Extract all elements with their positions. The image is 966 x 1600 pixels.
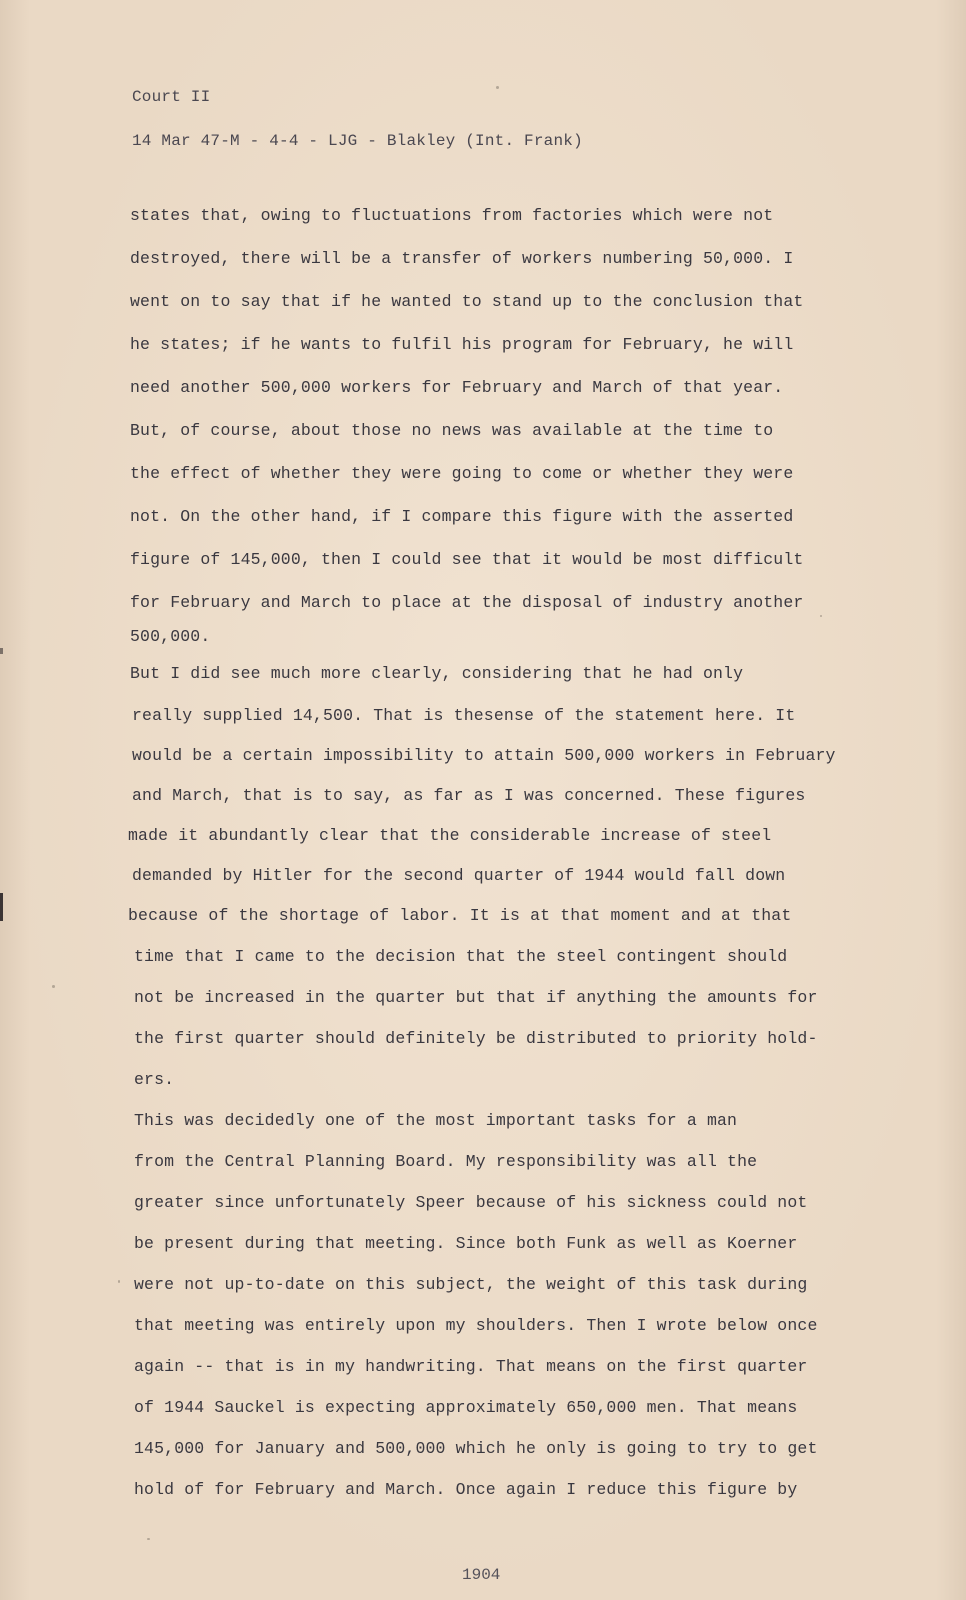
body-line: not be increased in the quarter but that if anything the amounts for — [134, 988, 818, 1007]
body-line: and March, that is to say, as far as I was concerned. These figures — [132, 786, 806, 805]
body-line: because of the shortage of labor. It is at that moment and at that — [128, 906, 792, 925]
body-line: went on to say that if he wanted to stand up to the conclusion that — [130, 292, 804, 311]
body-line: the first quarter should definitely be distributed to priority hold- — [134, 1029, 818, 1048]
body-line: But I did see much more clearly, considering that he had only — [130, 664, 744, 683]
body-line: he states; if he wants to fulfil his program for February, he will — [130, 335, 794, 354]
body-line: destroyed, there will be a transfer of workers numbering 50,000. I — [130, 249, 794, 268]
paper-speck — [820, 615, 822, 617]
body-line: states that, owing to fluctuations from factories which were not — [130, 206, 774, 225]
body-line: need another 500,000 workers for February and March of that year. — [130, 378, 784, 397]
body-line: hold of for February and March. Once again I reduce this figure by — [134, 1480, 798, 1499]
body-line: 145,000 for January and 500,000 which he only is going to try to get — [134, 1439, 818, 1458]
body-line: demanded by Hitler for the second quarter of 1944 would fall down — [132, 866, 786, 885]
body-line: be present during that meeting. Since both Funk as well as Koerner — [134, 1234, 798, 1253]
paper-speck — [118, 1280, 120, 1283]
body-line: time that I came to the decision that the steel contingent should — [134, 947, 788, 966]
body-line: ers. — [134, 1070, 175, 1089]
transcript-caption: 14 Mar 47-M - 4-4 - LJG - Blakley (Int. Frank) — [132, 132, 583, 150]
body-line: But, of course, about those no news was available at the time to — [130, 421, 774, 440]
paper-speck — [52, 985, 55, 988]
court-heading: Court II — [132, 88, 211, 106]
body-line: were not up-to-date on this subject, the weight of this task during — [134, 1275, 808, 1294]
body-line: figure of 145,000, then I could see that it would be most difficult — [130, 550, 804, 569]
body-line: greater since unfortunately Speer because of his sickness could not — [134, 1193, 808, 1212]
body-line: of 1944 Sauckel is expecting approximately 650,000 men. That means — [134, 1398, 798, 1417]
body-line: that meeting was entirely upon my shoulders. Then I wrote below once — [134, 1316, 818, 1335]
page-number: 1904 — [462, 1566, 501, 1584]
body-line: made it abundantly clear that the considerable increase of steel — [128, 826, 772, 845]
body-line: the effect of whether they were going to come or whether they were — [130, 464, 794, 483]
paper-speck — [147, 1538, 150, 1540]
paper-speck — [496, 86, 499, 89]
body-line: not. On the other hand, if I compare this figure with the asserted — [130, 507, 794, 526]
body-line: for February and March to place at the disposal of industry another — [130, 593, 804, 612]
body-line: from the Central Planning Board. My responsibility was all the — [134, 1152, 758, 1171]
body-line: This was decidedly one of the most important tasks for a man — [134, 1111, 738, 1130]
body-line: 500,000. — [130, 627, 211, 646]
body-line: really supplied 14,500. That is thesense of the statement here. It — [132, 706, 796, 725]
body-line: would be a certain impossibility to attain 500,000 workers in February — [132, 746, 836, 765]
edge-mark — [0, 648, 3, 654]
edge-mark — [0, 893, 3, 921]
body-line: again -- that is in my handwriting. That means on the first quarter — [134, 1357, 808, 1376]
